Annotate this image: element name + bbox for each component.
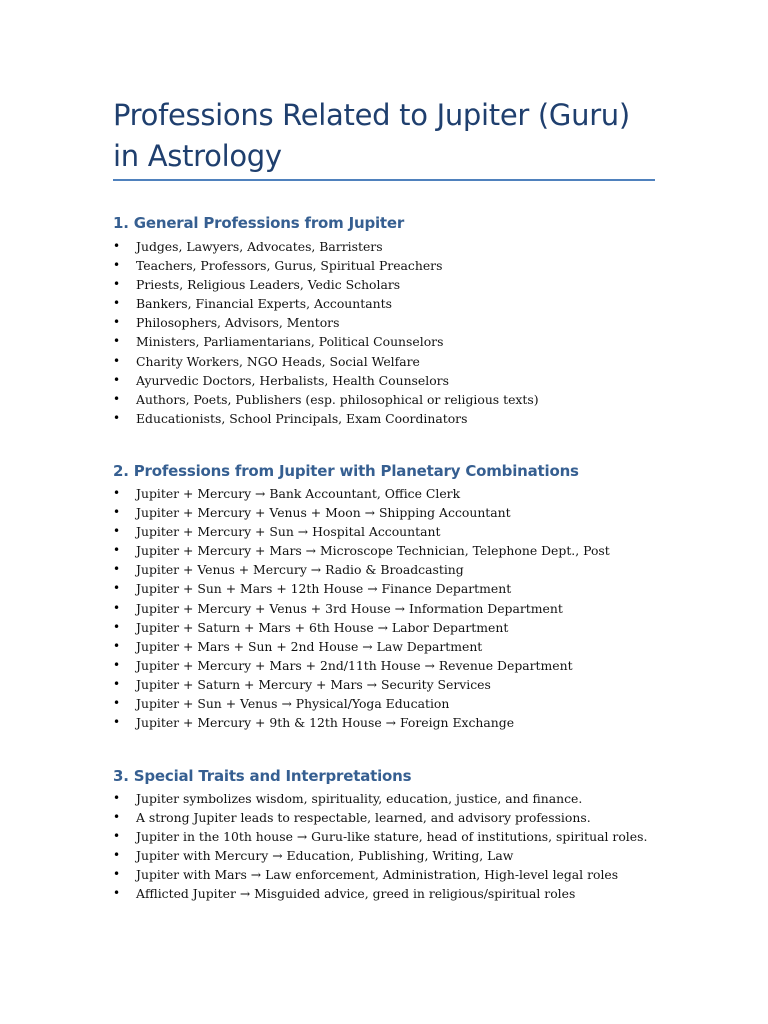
list-item (113, 846, 647, 865)
bullet-icon: • (113, 562, 121, 577)
special-traits-list (113, 789, 647, 904)
section-heading-special-traits: 3. Special Traits and Interpretations (113, 767, 412, 785)
bullet-icon: • (113, 829, 121, 844)
list-item (113, 371, 539, 390)
bullet-icon: • (113, 239, 121, 253)
list-item (113, 560, 610, 579)
list-item-text: Ministers, Parliamentarians, Political Counselors (136, 334, 444, 350)
general-professions-list (113, 237, 539, 428)
bullet-icon: • (113, 524, 121, 539)
bullet-icon: • (113, 886, 121, 901)
list-item-text: Jupiter + Mercury → Bank Accountant, Office Clerk (136, 486, 461, 501)
list-item-text: Ayurvedic Doctors, Herbalists, Health Counselors (136, 372, 449, 388)
list-item (113, 637, 610, 656)
list-item (113, 713, 610, 732)
bullet-icon: • (113, 600, 121, 615)
list-item-text: Priests, Religious Leaders, Vedic Scholars (136, 277, 401, 293)
list-item (113, 332, 539, 351)
bullet-icon: • (113, 676, 121, 691)
list-item-text: Jupiter with Mercury → Education, Publishing, Writing, Law (136, 848, 514, 864)
bullet-icon: • (113, 543, 121, 558)
list-item-text: Charity Workers, NGO Heads, Social Welfare (136, 353, 420, 369)
list-item (113, 865, 647, 884)
bullet-icon: • (113, 657, 121, 672)
list-item-text: Jupiter + Venus + Mercury → Radio & Broadcasting (136, 562, 464, 578)
list-item-text: Educationists, School Principals, Exam Coordinators (136, 410, 468, 426)
list-item (113, 352, 539, 371)
list-item-text: Jupiter + Sun + Mars + 12th House → Finance Department (136, 581, 512, 597)
list-item (113, 409, 539, 428)
list-item (113, 808, 647, 827)
list-item-text: Jupiter + Mercury + Sun → Hospital Accountant (136, 524, 441, 540)
list-item (113, 579, 610, 598)
planetary-combinations-list (113, 484, 610, 732)
list-item (113, 503, 610, 522)
list-item-text: Jupiter + Mars + Sun + 2nd House → Law Department (136, 638, 483, 654)
list-item-text: Teachers, Professors, Gurus, Spiritual Preachers (136, 258, 443, 274)
list-item-text: Jupiter symbolizes wisdom, spirituality, education, justice, and finance. (136, 791, 583, 806)
list-item (113, 789, 647, 808)
bullet-icon: • (113, 867, 121, 882)
list-item-text: Judges, Lawyers, Advocates, Barristers (136, 239, 383, 254)
list-item-text: Jupiter + Saturn + Mercury + Mars → Security Services (136, 676, 491, 692)
bullet-icon: • (113, 619, 121, 634)
list-item-text: Philosophers, Advisors, Mentors (136, 315, 340, 331)
list-item-text: Jupiter + Mercury + Venus + 3rd House → Information Department (136, 600, 563, 616)
list-item (113, 390, 539, 409)
bullet-icon: • (113, 277, 121, 292)
bullet-icon: • (113, 715, 121, 730)
bullet-icon: • (113, 638, 121, 653)
list-item (113, 656, 610, 675)
list-item-text: A strong Jupiter leads to respectable, learned, and advisory professions. (136, 810, 591, 826)
list-item-text: Authors, Poets, Publishers (esp. philosophical or religious texts) (136, 391, 539, 407)
list-item-text: Afflicted Jupiter → Misguided advice, greed in religious/spiritual roles (136, 886, 576, 902)
list-item (113, 599, 610, 618)
list-item (113, 294, 539, 313)
list-item-text: Jupiter in the 10th house → Guru-like stature, head of institutions, spiritual roles. (136, 829, 648, 845)
bullet-icon: • (113, 391, 121, 406)
list-item (113, 313, 539, 332)
section-heading-planetary-combinations: 2. Professions from Jupiter with Planetary Combinations (113, 462, 579, 480)
list-item-text: Jupiter + Mercury + Mars + 2nd/11th House → Revenue Department (136, 657, 573, 673)
bullet-icon: • (113, 848, 121, 863)
page-title: Professions Related to Jupiter (Guru) in Astrology (113, 98, 630, 173)
list-item (113, 618, 610, 637)
list-item-text: Bankers, Financial Experts, Accountants (136, 296, 392, 312)
bullet-icon: • (113, 486, 121, 500)
list-item (113, 827, 647, 846)
bullet-icon: • (113, 353, 121, 368)
list-item (113, 275, 539, 294)
list-item (113, 541, 610, 560)
list-item (113, 675, 610, 694)
section-heading-general-professions: 1. General Professions from Jupiter (113, 214, 405, 232)
bullet-icon: • (113, 258, 121, 273)
list-item (113, 522, 610, 541)
bullet-icon: • (113, 791, 121, 805)
list-item-text: Jupiter + Sun + Venus → Physical/Yoga Education (136, 696, 450, 712)
bullet-icon: • (113, 315, 121, 330)
bullet-icon: • (113, 810, 121, 825)
list-item (113, 256, 539, 275)
list-item-text: Jupiter + Mercury + 9th & 12th House → Foreign Exchange (136, 715, 515, 731)
title-underline-rule (113, 179, 655, 181)
bullet-icon: • (113, 581, 121, 596)
bullet-icon: • (113, 410, 121, 425)
bullet-icon: • (113, 696, 121, 711)
bullet-icon: • (113, 505, 121, 520)
list-item (113, 237, 539, 256)
list-item (113, 694, 610, 713)
list-item-text: Jupiter + Saturn + Mars + 6th House → Labor Department (136, 619, 509, 635)
bullet-icon: • (113, 334, 121, 349)
list-item-text: Jupiter with Mars → Law enforcement, Administration, High-level legal roles (136, 867, 619, 883)
list-item (113, 484, 610, 503)
list-item (113, 884, 647, 903)
bullet-icon: • (113, 372, 121, 387)
list-item-text: Jupiter + Mercury + Mars → Microscope Technician, Telephone Dept., Post (136, 543, 610, 559)
list-item-text: Jupiter + Mercury + Venus + Moon → Shipping Accountant (136, 505, 511, 521)
bullet-icon: • (113, 296, 121, 311)
